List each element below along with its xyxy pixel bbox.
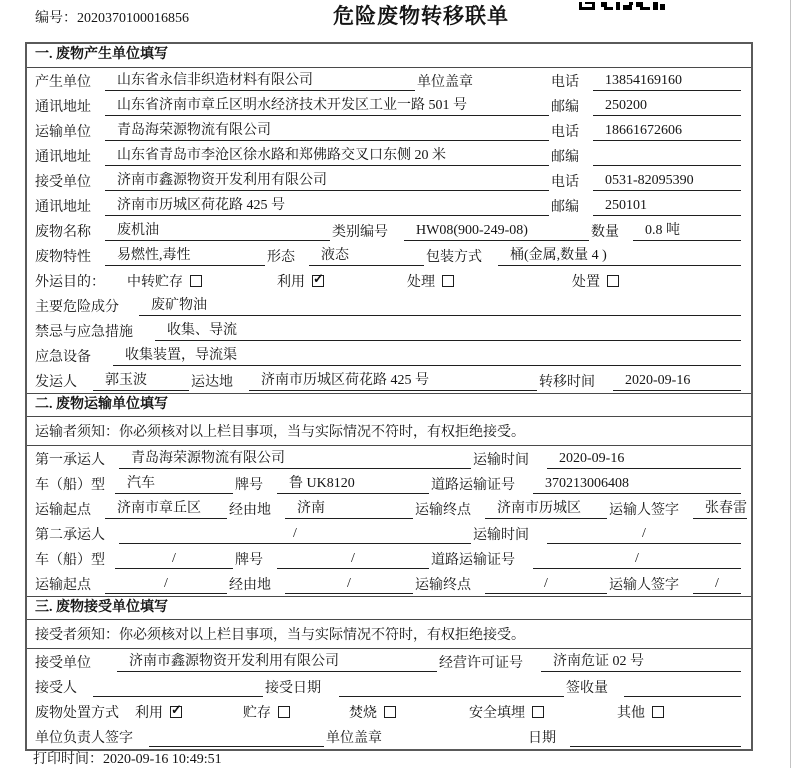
checkbox-label: 安全填埋 [469, 705, 525, 721]
field-value: 山东省青岛市李沧区徐水路和郑佛路交叉口东侧 20 米 [105, 146, 549, 166]
form-row [27, 649, 751, 674]
field-value: 0.8 吨 [633, 221, 741, 241]
form-row [27, 546, 751, 571]
field-value: 370213006408 [533, 474, 741, 494]
field-label: 接受日期 [265, 680, 321, 696]
field-label: 类别编号 [332, 224, 388, 240]
field-value: HW08(900-249-08) [404, 221, 589, 241]
field-value [593, 146, 741, 166]
field-value [570, 727, 741, 747]
field-value: / [119, 524, 471, 544]
print-time-value: 2020-09-16 10:49:51 [103, 752, 222, 767]
field-value: 济南市鑫源物资开发利用有限公司 [105, 171, 549, 191]
field-label: 经由地 [229, 577, 271, 593]
check-mark-icon: ✓ [313, 270, 324, 286]
field-label: 运输终点 [415, 577, 471, 593]
checkbox-label: 利用 [277, 274, 305, 290]
checkbox-checked [135, 702, 243, 722]
field-label: 邮编 [551, 199, 579, 215]
field-label: 通讯地址 [35, 199, 91, 215]
form-row [27, 193, 751, 218]
form-row [27, 724, 751, 749]
form-row [27, 293, 751, 318]
field-label: 签收量 [566, 680, 608, 696]
checkbox-unchecked [407, 271, 572, 291]
field-value: / [533, 549, 741, 569]
field-value: 山东省永信非织造材料有限公司 [105, 71, 415, 91]
form-row [27, 243, 751, 268]
field-label: 运输起点 [35, 502, 91, 518]
form-row [27, 571, 751, 596]
form-row [27, 143, 751, 168]
print-time-line [33, 748, 222, 768]
section-note: 接受者须知：你必须核对以上栏目事项，当与实际情况不符时，有权拒绝接受。 [27, 620, 751, 649]
field-value: 收集、导流 [155, 321, 741, 341]
field-label: 车（船）型 [35, 552, 105, 568]
field-label: 经营许可证号 [439, 655, 523, 671]
form-row [27, 699, 751, 724]
field-value: 青岛海荣源物流有限公司 [105, 121, 549, 141]
serial-number: 2020370100016856 [77, 11, 189, 26]
field-label: 运输人签字 [609, 577, 679, 593]
field-label: 应急设备 [35, 349, 91, 365]
checkbox-unchecked [243, 702, 349, 722]
checkbox-box-icon [278, 706, 290, 718]
field-value: 郭玉波 [93, 371, 189, 391]
form-row [27, 496, 751, 521]
checkbox-label: 焚烧 [349, 705, 377, 721]
field-value: 汽车 [115, 474, 233, 494]
field-value: 废机油 [105, 221, 330, 241]
field-label: 运输时间 [473, 527, 529, 543]
form-row [27, 318, 751, 343]
checkbox-box-icon [384, 706, 396, 718]
field-value: 13854169160 [593, 71, 741, 91]
field-value [93, 677, 263, 697]
section-heading: 一. 废物产生单位填写 [27, 44, 751, 68]
field-label: 主要危险成分 [35, 299, 119, 315]
field-value: 0531-82095390 [593, 171, 741, 191]
field-value: 济南危证 02 号 [541, 652, 741, 672]
print-time-label: 打印时间： [33, 752, 103, 767]
section-heading: 二. 废物运输单位填写 [27, 393, 751, 417]
field-value: 废矿物油 [139, 296, 741, 316]
page-right-border [790, 0, 791, 768]
field-value: 济南市历城区 [485, 499, 607, 519]
field-label: 外运目的： [35, 274, 105, 290]
field-value: 易燃性,毒性 [105, 246, 265, 266]
form-row [27, 268, 751, 293]
field-label: 第二承运人 [35, 527, 105, 543]
field-value [624, 677, 741, 697]
form-row [27, 521, 751, 546]
checkbox-unchecked [617, 702, 664, 722]
checkbox-label: 中转贮存 [127, 274, 183, 290]
field-label: 电话 [551, 124, 579, 140]
field-value: 250200 [593, 96, 741, 116]
field-value: / [277, 549, 429, 569]
field-label: 包装方式 [426, 249, 482, 265]
field-label: 禁忌与应急措施 [35, 324, 133, 340]
checkbox-label: 处理 [407, 274, 435, 290]
field-value: 山东省济南市章丘区明水经济技术开发区工业一路 501 号 [105, 96, 549, 116]
form-row [27, 93, 751, 118]
field-label: 废物名称 [35, 224, 91, 240]
field-value: / [285, 574, 413, 594]
field-value: / [547, 524, 741, 544]
checkbox-unchecked [349, 702, 469, 722]
form-row [27, 168, 751, 193]
field-value: 鲁 UK8120 [277, 474, 429, 494]
field-label: 转移时间 [539, 374, 595, 390]
field-value: 250101 [593, 196, 741, 216]
checkbox-box-icon [190, 275, 202, 287]
field-label: 邮编 [551, 99, 579, 115]
field-value: / [115, 549, 233, 569]
field-label: 运达地 [191, 374, 233, 390]
checkbox-checked [277, 271, 407, 291]
field-value [149, 727, 324, 747]
page-title: 危险废物转移联单 [333, 4, 509, 28]
field-label: 接受人 [35, 680, 77, 696]
form-row [27, 446, 751, 471]
checkbox-box-icon [532, 706, 544, 718]
field-value [339, 677, 564, 697]
field-label: 数量 [591, 224, 619, 240]
field-value: 桶(金属,数量 4 ) [498, 246, 741, 266]
field-value: 液态 [309, 246, 424, 266]
field-label: 邮编 [551, 149, 579, 165]
form-row [27, 368, 751, 393]
section-heading: 三. 废物接受单位填写 [27, 596, 751, 620]
field-label: 接受单位 [35, 174, 91, 190]
field-label: 运输终点 [415, 502, 471, 518]
field-value: 18661672606 [593, 121, 741, 141]
qr-code-fragment-icon [579, 0, 665, 11]
field-value: 济南市历城区荷花路 425 号 [105, 196, 549, 216]
field-label: 接受单位 [35, 655, 91, 671]
field-label: 运输人签字 [609, 502, 679, 518]
form-row [27, 118, 751, 143]
field-value: 济南市历城区荷花路 425 号 [249, 371, 537, 391]
field-value: / [485, 574, 607, 594]
field-value: / [693, 574, 741, 594]
field-label: 形态 [267, 249, 295, 265]
form-row [27, 674, 751, 699]
field-value: 济南 [285, 499, 413, 519]
form-row [27, 471, 751, 496]
field-value: 2020-09-16 [547, 449, 741, 469]
field-label: 第一承运人 [35, 452, 105, 468]
checkbox-label: 利用 [135, 705, 163, 721]
field-label: 发运人 [35, 374, 77, 390]
form-row [27, 68, 751, 93]
field-label: 电话 [551, 174, 579, 190]
form-row [27, 343, 751, 368]
field-value: 2020-09-16 [613, 371, 741, 391]
field-label: 牌号 [235, 552, 263, 568]
check-mark-icon: ✓ [171, 701, 182, 717]
serial-label: 编号： [35, 11, 77, 26]
field-label: 道路运输证号 [431, 477, 515, 493]
field-value: / [105, 574, 227, 594]
field-label: 牌号 [235, 477, 263, 493]
field-label: 通讯地址 [35, 99, 91, 115]
checkbox-unchecked [127, 271, 277, 291]
checkbox-box-icon [652, 706, 664, 718]
field-label: 经由地 [229, 502, 271, 518]
checkbox-label: 贮存 [243, 705, 271, 721]
field-value: 济南市鑫源物资开发利用有限公司 [117, 652, 437, 672]
checkbox-label: 处置 [572, 274, 600, 290]
field-label: 单位盖章 [326, 730, 382, 746]
checkbox-box-icon [442, 275, 454, 287]
field-label: 日期 [528, 730, 556, 746]
field-value: 收集装置，导流渠 [113, 346, 741, 366]
field-value: 青岛海荣源物流有限公司 [119, 449, 471, 469]
checkbox-box-icon [312, 270, 324, 287]
form-row [27, 218, 751, 243]
serial-line [35, 7, 189, 27]
field-value: 济南市章丘区 [105, 499, 227, 519]
field-label: 通讯地址 [35, 149, 91, 165]
checkbox-unchecked [572, 271, 619, 291]
field-label: 产生单位 [35, 74, 91, 90]
field-label: 单位负责人签字 [35, 730, 133, 746]
field-label: 废物处置方式 [35, 705, 119, 721]
field-label: 运输时间 [473, 452, 529, 468]
field-label: 废物特性 [35, 249, 91, 265]
checkbox-box-icon [607, 275, 619, 287]
field-label: 道路运输证号 [431, 552, 515, 568]
checkbox-unchecked [469, 702, 617, 722]
form-table [25, 42, 753, 751]
section-note: 运输者须知：你必须核对以上栏目事项，当与实际情况不符时，有权拒绝接受。 [27, 417, 751, 446]
field-label: 运输起点 [35, 577, 91, 593]
field-label: 运输单位 [35, 124, 91, 140]
field-value: 张春雷 [693, 499, 747, 519]
checkbox-box-icon [170, 701, 182, 718]
field-label: 单位盖章 [417, 74, 473, 90]
field-label: 车（船）型 [35, 477, 105, 493]
field-label: 电话 [551, 74, 579, 90]
checkbox-label: 其他 [617, 705, 645, 721]
